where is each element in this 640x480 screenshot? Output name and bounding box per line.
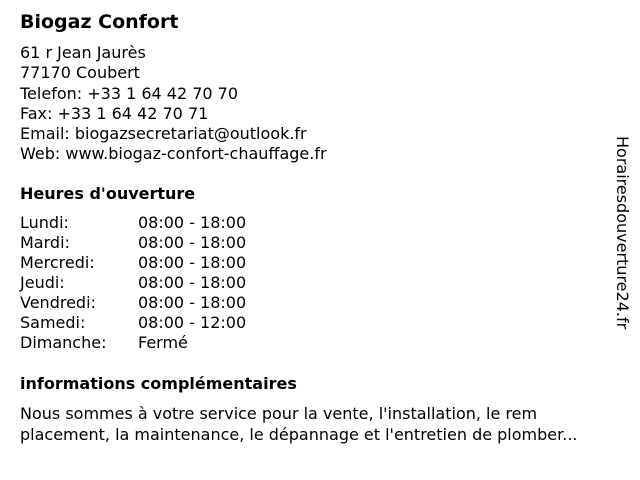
hours-value: 08:00 - 18:00 bbox=[138, 293, 247, 312]
website-url[interactable]: Web: www.biogaz-confort-chauffage.fr bbox=[20, 144, 327, 164]
business-name: Biogaz Confort bbox=[20, 11, 179, 33]
additional-info-heading: informations complémentaires bbox=[20, 374, 297, 393]
hours-value: 08:00 - 12:00 bbox=[138, 313, 247, 332]
day-label: Samedi: bbox=[20, 313, 86, 332]
site-watermark: Horairesdouverture24.fr bbox=[613, 136, 632, 330]
fax-number: Fax: +33 1 64 42 70 71 bbox=[20, 103, 209, 123]
hours-row-friday bbox=[20, 293, 246, 313]
hours-row-tuesday bbox=[20, 233, 246, 253]
hours-value: 08:00 - 18:00 bbox=[138, 213, 247, 232]
day-label: Dimanche: bbox=[20, 333, 107, 352]
day-label: Mardi: bbox=[20, 233, 70, 252]
hours-value: Fermé bbox=[138, 333, 188, 352]
contact-block bbox=[20, 43, 327, 165]
day-label: Jeudi: bbox=[20, 273, 65, 292]
day-label: Vendredi: bbox=[20, 293, 96, 312]
hours-row-monday bbox=[20, 213, 246, 233]
phone-number[interactable]: Telefon: +33 1 64 42 70 70 bbox=[20, 83, 239, 103]
hours-value: 08:00 - 18:00 bbox=[138, 253, 247, 272]
hours-row-saturday bbox=[20, 313, 246, 333]
hours-row-sunday bbox=[20, 333, 246, 353]
hours-row-thursday bbox=[20, 273, 246, 293]
hours-row-wednesday bbox=[20, 253, 246, 273]
address-street: 61 r Jean Jaurès bbox=[20, 43, 146, 62]
hours-value: 08:00 - 18:00 bbox=[138, 233, 247, 252]
day-label: Mercredi: bbox=[20, 253, 95, 272]
additional-info-text: Nous sommes à votre service pour la vente, l'installation, le rem placement, la maintenance, le dépannage et l'entretien de plomber... bbox=[20, 404, 578, 444]
hours-value: 08:00 - 18:00 bbox=[138, 273, 247, 292]
email-address[interactable]: Email: biogazsecretariat@outlook.fr bbox=[20, 124, 307, 144]
opening-hours-heading: Heures d'ouverture bbox=[20, 184, 196, 203]
address-city: 77170 Coubert bbox=[20, 63, 140, 83]
day-label: Lundi: bbox=[20, 213, 69, 232]
opening-hours-table bbox=[20, 213, 246, 353]
